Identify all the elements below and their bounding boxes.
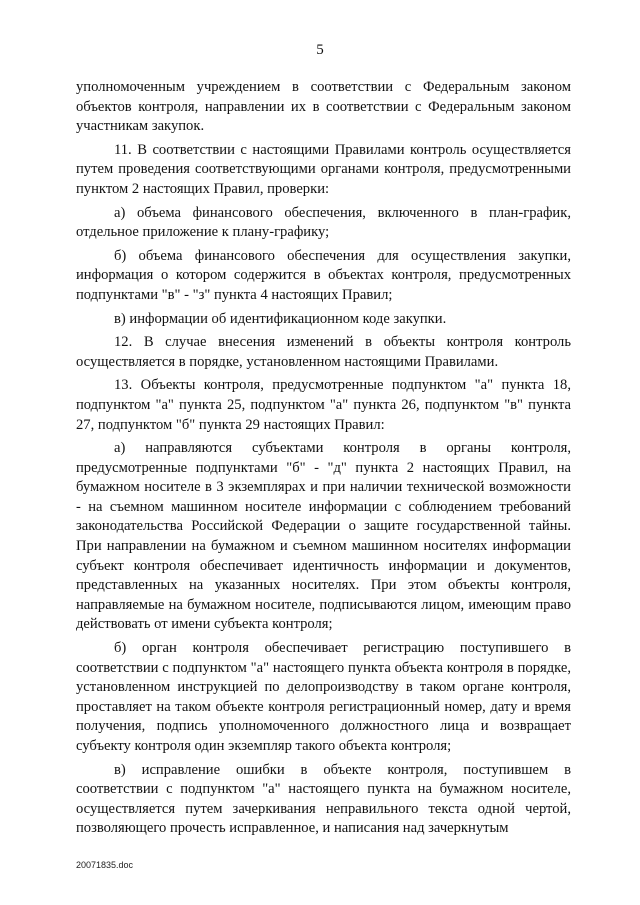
paragraph-11-v: в) информации об идентификационном коде закупки. <box>114 310 447 327</box>
paragraph-11-b: б) объема финансового обеспечения для осуществления закупки, информация о котором содержится в объектах контроля, предусмотренных подпунктами "в" - "з" пункта 4 настоящих Правил; <box>76 247 571 303</box>
document-body <box>76 78 571 843</box>
paragraph-13-a: а) направляются субъектами контроля в органы контроля, предусмотренные подпунктами "б" - "д" пункта 2 настоящих Правил, на бумажном носителе в 3 экземплярах и при наличии технической возможности - на съемном машинном носителе информации с соблюдением требований законодательства Российской Федерации о защите государственной тайны. При направлении на бумажном и съемном машинном носителях информации субъект контроля обеспечивает идентичность информации и документов, представленных на указанных носителях. При этом объекты контроля, направляемые на бумажном носителе, подписываются лицом, имеющим право действовать от имени субъекта контроля; <box>76 440 571 633</box>
paragraph-12: 12. В случае внесения изменений в объекты контроля контроль осуществляется в порядке, установленном настоящими Правилами. <box>76 334 571 370</box>
paragraph-11: 11. В соответствии с настоящими Правилами контроль осуществляется путем проведения соответствующими органами контроля, предусмотренными пунктом 2 настоящих Правил, проверки: <box>76 141 571 197</box>
document-filename: 20071835.doc <box>76 860 134 870</box>
paragraph-13: 13. Объекты контроля, предусмотренные подпунктом "а" пункта 18, подпунктом "а" пункта 25, подпунктом "а" пункта 26, подпунктом "в" пункта 27, подпунктом "б" пункта 29 настоящих Правил: <box>76 377 571 433</box>
paragraph-13-b: б) орган контроля обеспечивает регистрацию поступившего в соответствии с подпунктом "а" настоящего пункта объекта контроля в порядке, установленном инструкцией по делопроизводству в таком органе контроля, проставляет на таком объекте контроля регистрационный номер, дату и время получения, подпись уполномоченного должностного лица и возвращает субъекту контроля один экземпляр такого объекта контроля; <box>76 640 571 754</box>
paragraph-11-a: а) объема финансового обеспечения, включенного в план-график, отдельное приложение к плану-графику; <box>76 204 571 241</box>
paragraph-continuation: уполномоченным учреждением в соответствии с Федеральным законом объектов контроля, направлении их в соответствии с Федеральным законом участникам закупок. <box>76 79 571 135</box>
page-number: 5 <box>316 42 324 58</box>
paragraph-13-v: в) исправление ошибки в объекте контроля, поступившем в соответствии с подпунктом "а" настоящего пункта на бумажном носителе, осуществляется путем зачеркивания неправильного текста одной чертой, позволяющего прочесть исправленное, и написания над зачеркнутым <box>76 761 571 837</box>
